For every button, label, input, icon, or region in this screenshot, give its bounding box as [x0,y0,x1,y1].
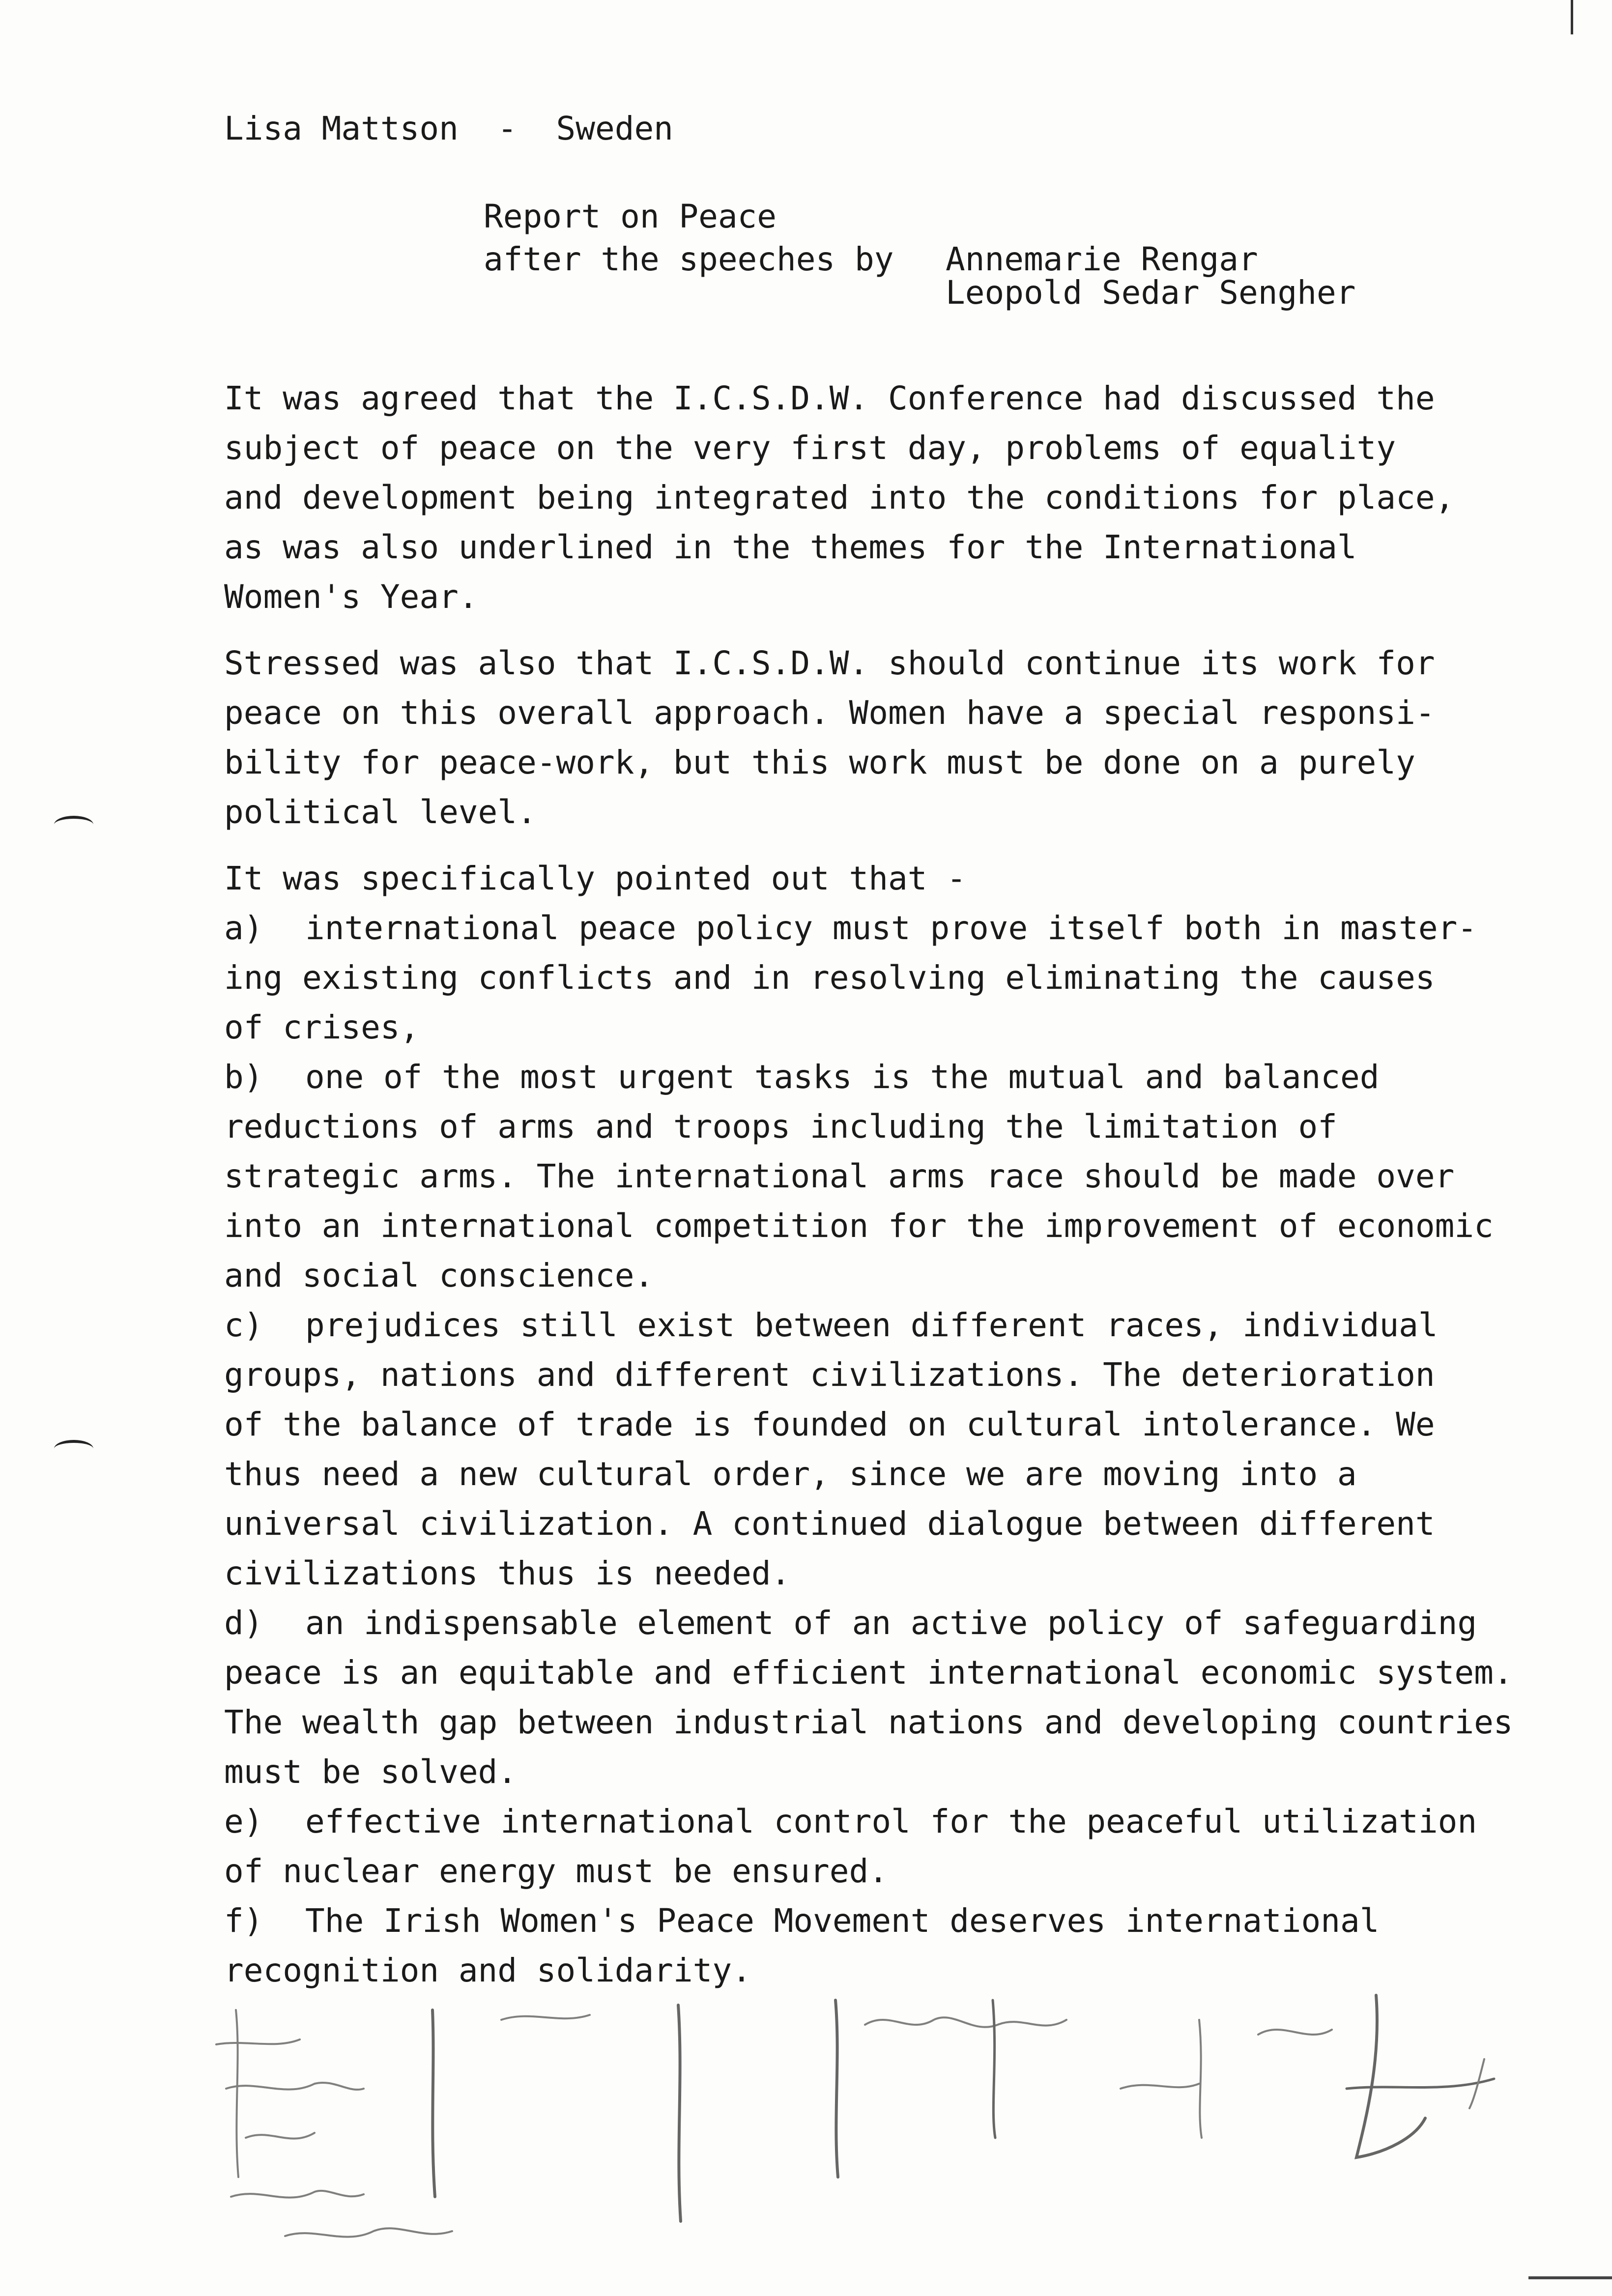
item-letter: f) [224,1902,263,1940]
report-title: Report on Peace [484,198,777,235]
item-letter: a) [224,909,263,947]
speaker-names [946,240,1356,312]
edge-mark [1528,2276,1612,2279]
speeches-label: after the speeches by [484,240,894,278]
points-list [224,903,1551,1995]
item-letter: b) [224,1058,263,1096]
margin-bracket-mark [54,1440,93,1458]
speaker-name: Leopold Sedar Sengher [946,274,1356,312]
speaker-block [484,240,1356,312]
list-item [224,1598,1551,1797]
item-text: one of the most urgent tasks is the mutual and balanced reductions of arms and troops including the limitation of strategic arms. The international arms race should be made over into an international competition for the improvement of economic and social conscience. [224,1058,1494,1294]
item-letter: c) [224,1306,263,1344]
item-letter: e) [224,1803,263,1840]
list-item [224,1300,1551,1598]
speaker-name: Annemarie Rengar [946,240,1258,278]
item-text: effective international control for the peaceful utilization of nuclear energy must be ensured. [224,1803,1477,1890]
report-body [224,373,1551,1995]
author-line: Lisa Mattson - Sweden [224,110,673,147]
item-letter: d) [224,1604,263,1642]
item-text: international peace policy must prove itself both in master- ing existing conflicts and in resolving eliminating the causes of crises, [224,909,1477,1046]
handwritten-notes [187,1990,1524,2266]
paragraph: It was agreed that the I.C.S.D.W. Conference had discussed the subject of peace on the very first day, problems of equality and development being integrated into the conditions for place, as was also underlined in the themes for the International Women's Year. [224,379,1455,616]
list-item [224,1896,1551,1995]
item-text: prejudices still exist between different races, individual groups, nations and different civilizations. The deterioration of the balance of trade is founded on cultural intolerance. We thus need a new cultural order, since we are moving into a universal civilization. A continued dialogue between different civilizations thus is needed. [224,1306,1438,1592]
list-item [224,1052,1551,1300]
item-text: an indispensable element of an active policy of safeguarding peace is an equitable and efficient international economic system. The wealth gap between industrial nations and developing countries must be solved. [224,1604,1513,1791]
list-item [224,1797,1551,1896]
corner-mark [1571,0,1573,34]
list-item [224,903,1551,1052]
paragraph: Stressed was also that I.C.S.D.W. should continue its work for peace on this overall approach. Women have a special responsi- bility for peace-work, but this work must be done on a purely political level. [224,644,1435,831]
paragraph: It was specifically pointed out that - [224,860,966,897]
margin-bracket-mark [54,816,93,833]
item-text: The Irish Women's Peace Movement deserves international recognition and solidarity. [224,1902,1380,1989]
